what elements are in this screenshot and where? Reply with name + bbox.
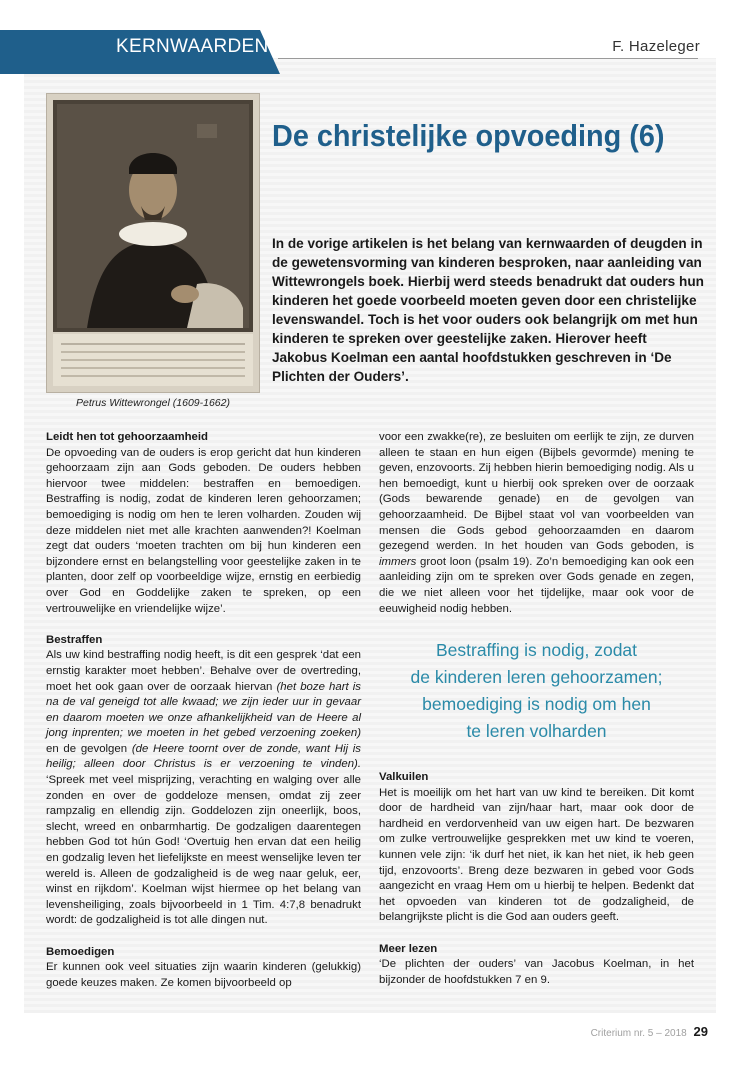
pull-quote-line: de kinderen leren gehoorzamen; bbox=[410, 667, 663, 687]
header-rule bbox=[278, 58, 698, 59]
article-title: De christelijke opvoeding (6) bbox=[272, 118, 665, 153]
pull-quote-line: bemoediging is nodig om hen bbox=[422, 694, 651, 714]
body-leidt: De opvoeding van de ouders is erop gericht dat hun kinderen gehoorzaam zijn aan Gods geboden. De ouders hebben hiervoor twee middelen: bestraffen en bemoedigen. Bestraffing is nodig, zodat de kinderen leren gehoorzamen; bemoediging is nodig om hen te leren volharden. Zouden wij deze middelen niet met alle krachten aanwenden?! Koelman zegt dat ouders ‘moeten trachten om bij hun kinderen een bijzondere ernst en belangstelling voor geestelijke zaken in te planten, door zelf op voorbeeldige wijze, ernstig en eerbiedig over God en Goddelijke zaken te spreken, op een vertrouwelijke en vriendelijke wijze’. bbox=[46, 446, 361, 615]
pull-quote bbox=[379, 637, 694, 745]
right-column bbox=[379, 430, 694, 617]
portrait-caption: Petrus Wittewrongel (1609-1662) bbox=[76, 397, 230, 409]
pull-quote-line: te leren volharden bbox=[466, 721, 607, 741]
author-name: F. Hazeleger bbox=[612, 38, 700, 55]
bestraffen-text-1: Als uw kind bestraffing nodig heeft, is dit een gesprek ‘dat een ernstig karakter moet hebben’. Behalve over de overtreding, moet het ook gaan over de oorzaak hiervan bbox=[46, 649, 361, 693]
bemoedigen-text-2: groot loon (psalm 19). Zo’n bemoediging kan ook een aanleiding zijn om te spreken over Gods genade en zegen, die we niet alleen voor het tijdelijke, maar ook voor de eeuwigheid nodig hebben. bbox=[379, 555, 694, 615]
heading-valkuilen: Valkuilen bbox=[379, 771, 429, 783]
bestraffen-text-3: ‘Spreek met veel misprijzing, verachting en walging over alle zonden en over de goddeloze mensen, omdat zij zeer rampzalig en ellendig zijn. Goddelozen zijn oneerlijk, boos, slecht, wreed en onbarmhartig. De godzaligen daarentegen hebben God tot hún God! ‘Overtuig hen ervan dat een heilig en godzalig leven het liefelijkste en meest wenselijke leven ter wereld is. Alleen de godzaligheid is de weg naar geluk, eer, winst en rijkdom’. Koelman wijst hiermee op het belang van levensheiliging, zoals bijvoorbeeld in 1 Tim. 4:7,8 benadrukt wordt: de godzaligheid is tot alle dingen nut. bbox=[46, 774, 361, 927]
engraved-portrait-image bbox=[46, 93, 260, 393]
section-label: KERNWAARDEN bbox=[116, 36, 269, 57]
bestraffen-italic-2: (de Heere toornt over de zonde, want Hij is heilig; alleen door Christus is er verzoening te vinden). bbox=[46, 742, 361, 771]
page-number: 29 bbox=[693, 1024, 708, 1039]
body-bemoedigen-left: Er kunnen ook veel situaties zijn waarin kinderen (gelukkig) goede keuzes maken. Ze komen bijvoorbeeld op bbox=[46, 961, 361, 989]
body-valkuilen: Het is moeilijk om het hart van uw kind te bereiken. Dit komt door de hardheid van zijn/haar hart, maar ook door de hardheid en verdorvenheid van uw eigen hart. De bezwaren om zulke vertrouwelijke gesprekken met uw kind te voeren, kunnen vele zijn: ‘ik durf het niet, ik kan het niet, ik heb geen tijd, enzovoorts’. Breng deze bezwaren in gebed voor Gods aangezicht en vraag Hem om u hierbij te helpen. Bedenkt dat het opvoeden van kinderen tot de godzaligheid, de belangrijkste plicht is die God aan ouders geeft. bbox=[379, 786, 694, 924]
body-meer-lezen: ‘De plichten der ouders’ van Jacobus Koelman, in het bijzonder de hoofdstukken 7 en 9. bbox=[379, 958, 694, 986]
body-bestraffen bbox=[46, 648, 361, 929]
article-intro bbox=[272, 234, 704, 386]
bemoedigen-text-1: voor een zwakke(re), ze besluiten om eerlijk te zijn, ze durven alleen te staan en hun eigen (Bijbels gevormde) mening te geven, enzovoorts. Zij hebben hierin bemoediging nodig. Als u hen bemoedigt, kunt u hierbij ook spreken over de oorzaak (Gods bewarende genade) en de gevolgen van gehoorzaamheid. De Bijbel staat vol van voorbeelden van mensen die Gods gebod gehoorzaamden en daarom gezegend werden. In het houden van Gods geboden, is bbox=[379, 431, 694, 553]
bestraffen-text-2: en de gevolgen bbox=[46, 742, 132, 755]
bestraffen-italic-1: (het boze hart is na de val geneigd tot alle kwaad; we zijn ieder uur in gevaar en daarom moeten we onze afhankelijkheid van de Heere al jong inprenten; we moeten in het gebed verzoening zoeken) bbox=[46, 680, 362, 740]
heading-leidt: Leidt hen tot gehoorzaamheid bbox=[46, 431, 209, 443]
body-bemoedigen-right bbox=[379, 430, 694, 617]
portrait-illustration bbox=[47, 94, 259, 392]
left-column bbox=[46, 430, 361, 991]
right-column-lower bbox=[379, 770, 694, 988]
bemoedigen-italic: immers bbox=[379, 555, 417, 568]
pull-quote-line: Bestraffing is nodig, zodat bbox=[435, 640, 638, 660]
heading-meer-lezen: Meer lezen bbox=[379, 942, 438, 955]
heading-bestraffen: Bestraffen bbox=[46, 633, 103, 646]
heading-bemoedigen: Bemoedigen bbox=[46, 945, 115, 958]
page-footer bbox=[591, 1024, 708, 1039]
intro-text: In de vorige artikelen is het belang van kernwaarden of deugden in de gewetensvorming van kinderen besproken, naar aanleiding van Wittewrongels boek. Hierbij werd steeds benadrukt dat ouders hun kinderen het goede voorbeeld moeten geven door een christelijke levenswandel. Toch is het voor ouders ook belangrijk om met hun kinderen te spreken over geestelijke zaken. Hierover heeft Jakobus Koelman een aantal hoofdstukken geschreven in ‘De Plichten der Ouders’. bbox=[272, 236, 704, 384]
publication-name: Criterium nr. 5 – 2018 bbox=[590, 1028, 687, 1039]
